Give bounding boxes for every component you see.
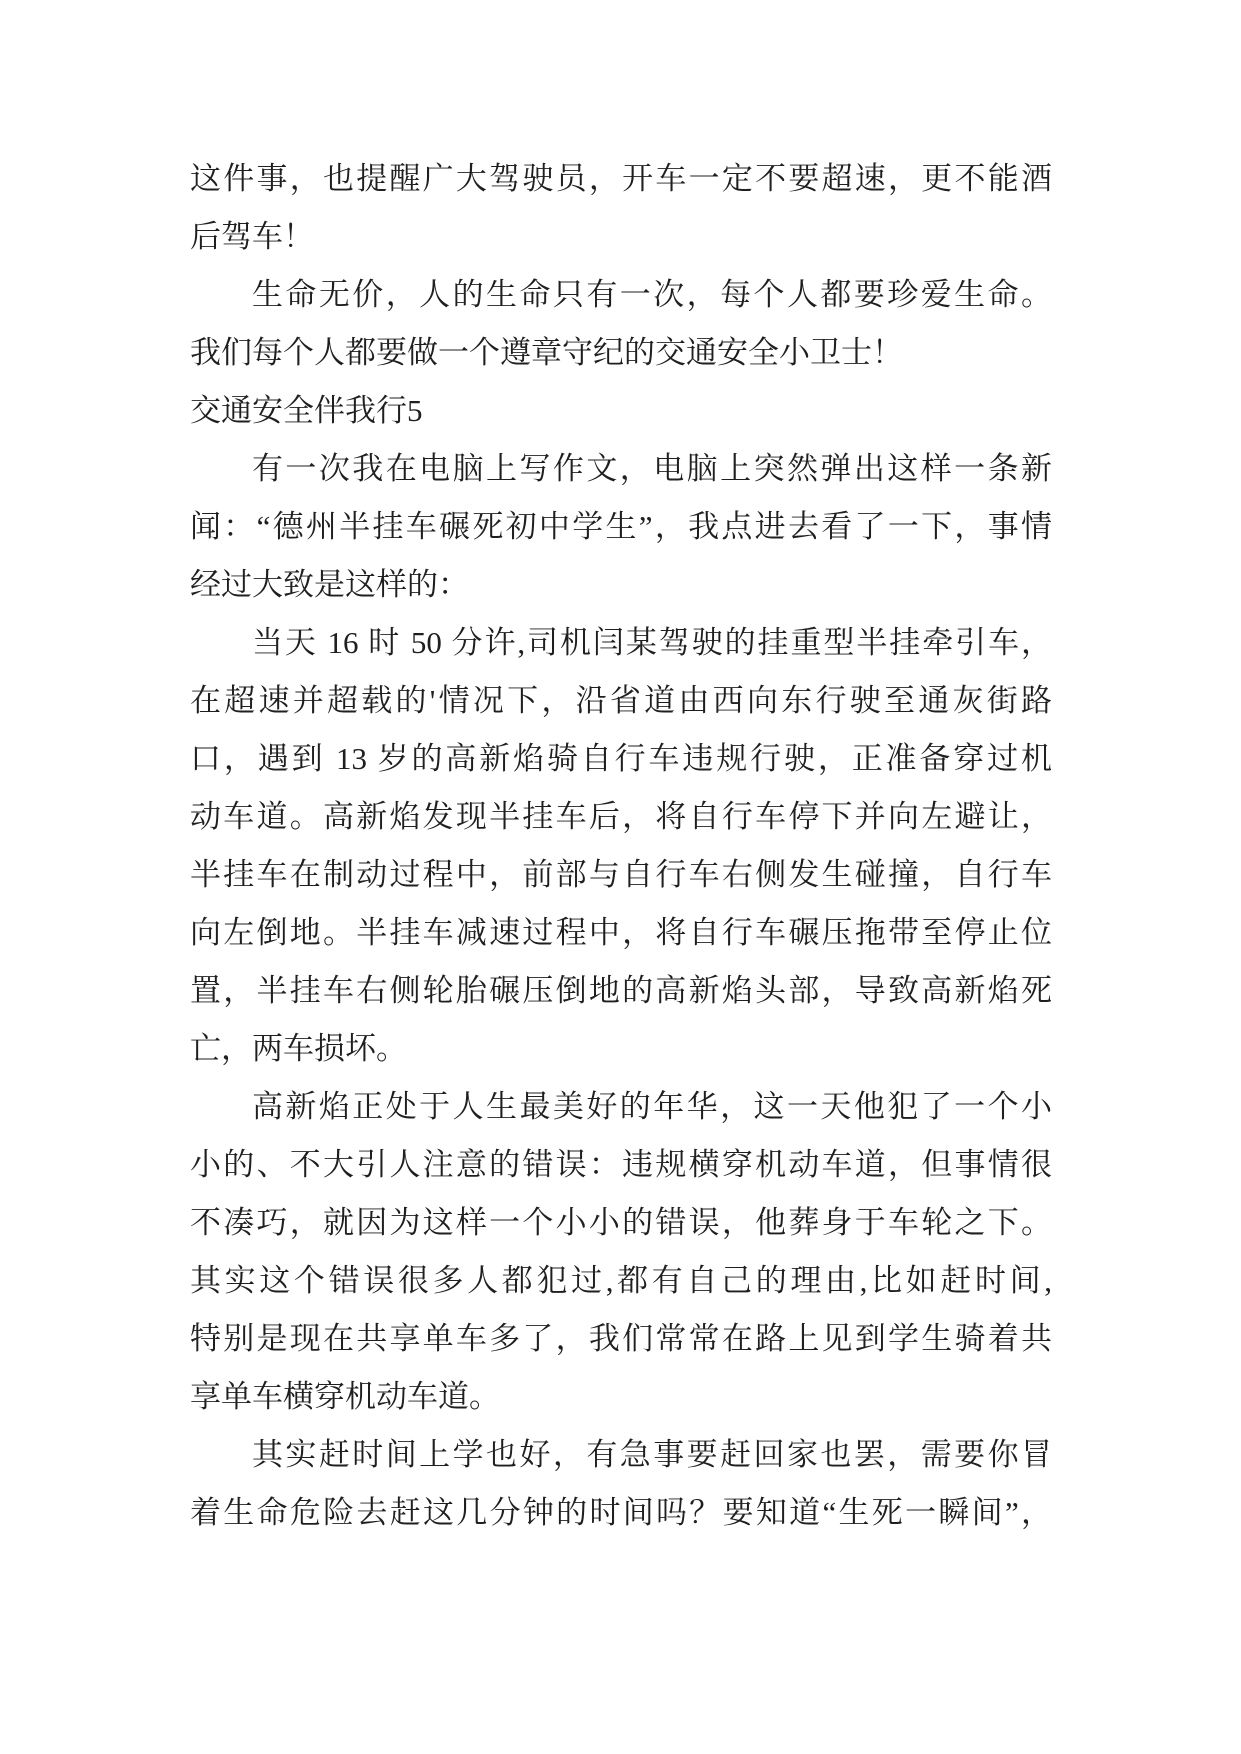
text-line: 这件事，也提醒广大驾驶员，开车一定不要超速，更不能酒: [190, 161, 1052, 196]
text-line: 向左倒地。半挂车减速过程中，将自行车碾压拖带至停止位: [190, 915, 1052, 950]
text-line: 当天 16 时 50 分许,司机闫某驾驶的挂重型半挂牵引车，: [252, 625, 1052, 660]
text-line: 享单车横穿机动车道。: [190, 1379, 500, 1414]
text-line: 我们每个人都要做一个遵章守纪的交通安全小卫士！: [190, 335, 903, 370]
text-line: 小的、不大引人注意的错误：违规横穿机动车道，但事情很: [190, 1147, 1052, 1182]
text-line: 闻：“德州半挂车碾死初中学生”，我点进去看了一下，事情: [190, 509, 1052, 544]
text-line: 特别是现在共享单车多了，我们常常在路上见到学生骑着共: [190, 1321, 1052, 1356]
text-line: 置，半挂车右侧轮胎碾压倒地的高新焰头部，导致高新焰死: [190, 973, 1052, 1008]
section-title: 交通安全伴我行5: [190, 393, 423, 428]
text-line: 生命无价，人的生命只有一次，每个人都要珍爱生命。: [252, 277, 1052, 312]
text-line: 经过大致是这样的：: [190, 567, 469, 602]
text-line: 有一次我在电脑上写作文，电脑上突然弹出这样一条新: [252, 451, 1052, 486]
text-line: 口，遇到 13 岁的高新焰骑自行车违规行驶，正准备穿过机: [190, 741, 1052, 776]
text-line: 高新焰正处于人生最美好的年华，这一天他犯了一个小: [252, 1089, 1052, 1124]
text-line: 着生命危险去赶这几分钟的时间吗？要知道“生死一瞬间”，: [190, 1495, 1052, 1530]
text-line: 其实赶时间上学也好，有急事要赶回家也罢，需要你冒: [252, 1437, 1052, 1472]
text-line: 亡，两车损坏。: [190, 1031, 407, 1066]
text-line: 其实这个错误很多人都犯过,都有自己的理由,比如赶时间,: [190, 1263, 1052, 1298]
text-line: 在超速并超载的'情况下，沿省道由西向东行驶至通灰街路: [190, 683, 1052, 718]
text-line: 半挂车在制动过程中，前部与自行车右侧发生碰撞，自行车: [190, 857, 1052, 892]
text-line: 动车道。高新焰发现半挂车后，将自行车停下并向左避让，: [190, 799, 1052, 834]
text-block: [190, 150, 1052, 1542]
text-line: 不凑巧，就因为这样一个小小的错误，他葬身于车轮之下。: [190, 1205, 1052, 1240]
text-line: 后驾车！: [190, 219, 314, 254]
